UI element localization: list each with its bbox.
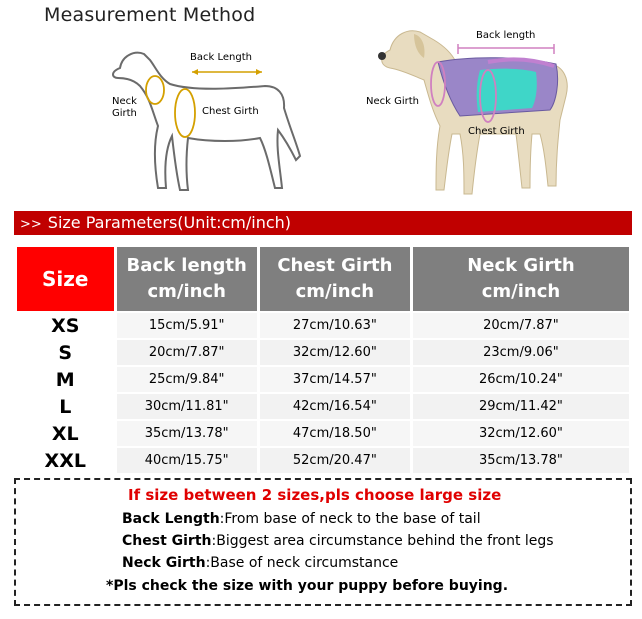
neck-girth-cell: 29cm/11.42" <box>413 394 629 419</box>
table-row <box>17 313 629 338</box>
left-girth-label: Girth <box>112 108 137 119</box>
table-row <box>17 448 629 473</box>
note-back-length <box>122 511 481 527</box>
table-row <box>17 421 629 446</box>
neck-girth-cell: 20cm/7.87" <box>413 313 629 338</box>
note-back-label: Back Length <box>122 511 220 527</box>
left-back-length-label: Back Length <box>190 52 252 63</box>
header-back-length <box>117 247 257 311</box>
note-back-text: :From base of neck to the base of tail <box>219 511 481 527</box>
size-cell: M <box>17 367 114 392</box>
right-chest-girth-label: Chest Girth <box>468 126 525 137</box>
neck-girth-cell: 23cm/9.06" <box>413 340 629 365</box>
size-cell: XXL <box>17 448 114 473</box>
header-back-length-unit: cm/inch <box>147 281 226 302</box>
header-chest-girth-title: Chest Girth <box>277 255 393 276</box>
back-length-cell: 30cm/11.81" <box>117 394 257 419</box>
back-length-cell: 35cm/13.78" <box>117 421 257 446</box>
table-row <box>17 394 629 419</box>
chest-girth-cell: 37cm/14.57" <box>260 367 410 392</box>
size-cell: XS <box>17 313 114 338</box>
note-chest-label: Chest Girth <box>122 533 212 549</box>
check-size-note: *Pls check the size with your puppy before buying. <box>106 578 509 594</box>
chest-girth-cell: 47cm/18.50" <box>260 421 410 446</box>
neck-girth-cell: 26cm/10.24" <box>413 367 629 392</box>
table-header-row <box>17 247 629 311</box>
dog-wearing-coat-illustration <box>360 10 580 210</box>
header-neck-girth-title: Neck Girth <box>467 255 575 276</box>
back-length-cell: 20cm/7.87" <box>117 340 257 365</box>
table-row <box>17 340 629 365</box>
chest-girth-cell: 32cm/12.60" <box>260 340 410 365</box>
chest-girth-cell: 27cm/10.63" <box>260 313 410 338</box>
left-neck-label: Neck <box>112 96 137 107</box>
right-back-length-label: Back length <box>476 30 536 41</box>
dog-outline-illustration <box>100 38 310 203</box>
header-back-length-title: Back length <box>126 255 247 276</box>
double-chevron-icon: >> <box>20 217 42 232</box>
note-neck-label: Neck Girth <box>122 555 206 571</box>
note-neck-text: :Base of neck circumstance <box>205 555 399 571</box>
measurement-method-title: Measurement Method <box>44 4 256 26</box>
header-size: Size <box>17 247 114 311</box>
size-parameters-banner <box>14 211 632 235</box>
header-neck-girth-unit: cm/inch <box>481 281 561 302</box>
neck-girth-cell: 35cm/13.78" <box>413 448 629 473</box>
header-neck-girth <box>413 247 629 311</box>
banner-text: Size Parameters(Unit:cm/inch) <box>47 213 292 232</box>
header-chest-girth <box>260 247 410 311</box>
back-length-cell: 15cm/5.91" <box>117 313 257 338</box>
neck-girth-cell: 32cm/12.60" <box>413 421 629 446</box>
size-cell: S <box>17 340 114 365</box>
note-neck-girth <box>122 555 398 571</box>
size-cell: L <box>17 394 114 419</box>
table-row <box>17 367 629 392</box>
note-chest-text: :Biggest area circumstance behind the front legs <box>211 533 554 549</box>
back-length-cell: 25cm/9.84" <box>117 367 257 392</box>
left-chest-girth-label: Chest Girth <box>202 106 259 117</box>
note-chest-girth <box>122 533 554 549</box>
size-chart-table <box>14 245 632 475</box>
right-neck-girth-label: Neck Girth <box>366 96 419 107</box>
chest-girth-cell: 42cm/16.54" <box>260 394 410 419</box>
chest-girth-cell: 52cm/20.47" <box>260 448 410 473</box>
header-chest-girth-unit: cm/inch <box>295 281 375 302</box>
size-cell: XL <box>17 421 114 446</box>
back-length-cell: 40cm/15.75" <box>117 448 257 473</box>
size-warning: If size between 2 sizes,pls choose large size <box>128 486 502 504</box>
